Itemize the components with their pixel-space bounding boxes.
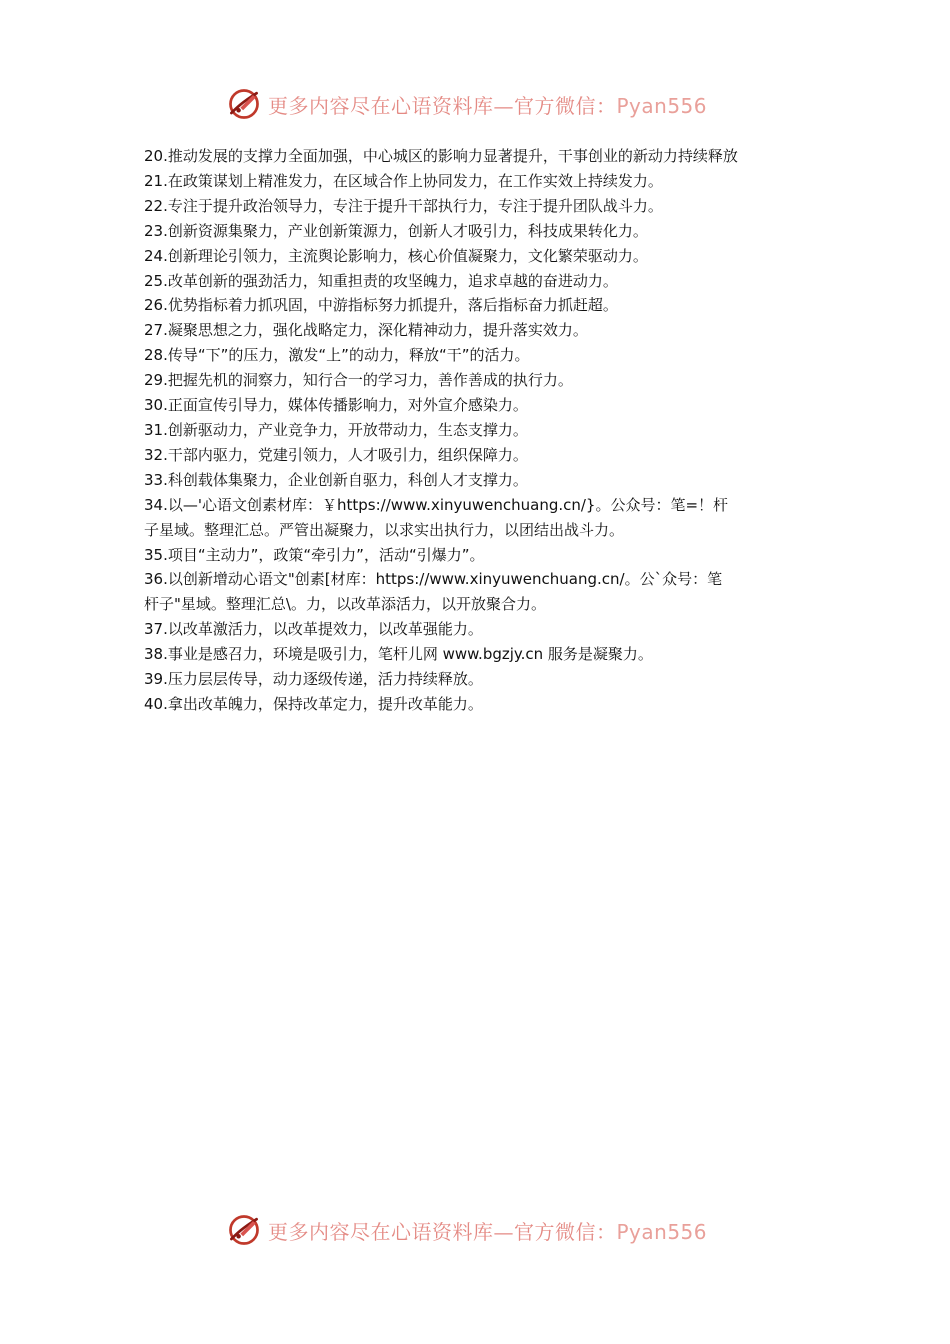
footer-banner (226, 1210, 707, 1250)
document-body (144, 144, 814, 717)
text-line: 21.在政策谋划上精准发力，在区域合作上协同发力，在工作实效上持续发力。 (144, 171, 663, 190)
text-line: 32.干部内驱力，党建引领力，人才吸引力，组织保障力。 (144, 445, 528, 464)
header-banner (226, 84, 707, 124)
text-line: 33.科创载体集聚力，企业创新自驱力，科创人才支撑力。 (144, 470, 528, 489)
text-line: 35.项目“主动力”，政策“牵引力”，活动“引爆力”。 (144, 545, 485, 564)
text-line: 39.压力层层传导，动力逐级传递，活力持续释放。 (144, 670, 483, 689)
text-line: 26.优势指标着力抓巩固，中游指标努力抓提升，落后指标奋力抓赶超。 (144, 296, 618, 315)
text-line: 37.以改革激活力，以改革提效力，以改革强能力。 (144, 620, 483, 639)
text-line: 24.创新理论引领力，主流舆论影响力，核心价值凝聚力，文化繁荣驱动力。 (144, 246, 648, 265)
text-line: 20.推动发展的支撑力全面加强，中心城区的影响力显著提升，干事创业的新动力持续释放 (144, 147, 738, 165)
header-banner-text (268, 90, 707, 119)
text-line: 38.事业是感召力，环境是吸引力，笔杆儿网 www.bgzjy.cn 服务是凝聚力。 (144, 645, 653, 664)
text-line: 23.创新资源集聚力，产业创新策源力，创新人才吸引力，科技成果转化力。 (144, 221, 648, 240)
pen-ink-logo-icon (226, 1212, 262, 1248)
text-line: 27.凝聚思想之力，强化战略定力，深化精神动力，提升落实效力。 (144, 321, 588, 340)
footer-wechat-id: Pyan556 (616, 1219, 708, 1244)
footer-text: 更多内容尽在心语资料库—官方微信： (268, 1219, 617, 1244)
header-wechat-id: Pyan556 (616, 93, 708, 118)
text-line: 杆子"星域。整理汇总\。力，以改革添活力，以开放聚合力。 (144, 595, 546, 614)
text-line: 36.以创新增动心语文"创素[材库：https://www.xinyuwenchuang.cn/。公`众号：笔 (144, 570, 723, 589)
header-text: 更多内容尽在心语资料库—官方微信： (268, 93, 617, 118)
text-line: 30.正面宣传引导力，媒体传播影响力，对外宣介感染力。 (144, 396, 528, 415)
text-line: 34.以—'心语文创素材库：￥https://www.xinyuwenchuang.cn/}。公众号：笔=！杆 (144, 495, 729, 514)
text-line: 31.创新驱动力，产业竞争力，开放带动力，生态支撑力。 (144, 420, 528, 439)
text-line: 40.拿出改革魄力，保持改革定力，提升改革能力。 (144, 694, 483, 713)
text-line: 25.改革创新的强劲活力，知重担责的攻坚魄力，追求卓越的奋进动力。 (144, 271, 618, 290)
text-line: 28.传导“下”的压力，激发“上”的动力，释放“干”的活力。 (144, 346, 530, 365)
text-line: 29.把握先机的洞察力，知行合一的学习力，善作善成的执行力。 (144, 371, 573, 390)
text-line: 子星域。整理汇总。严管出凝聚力，以求实出执行力，以团结出战斗力。 (144, 520, 625, 539)
pen-ink-logo-icon (226, 86, 262, 122)
footer-banner-text (268, 1216, 707, 1245)
text-line: 22.专注于提升政治领导力，专注于提升干部执行力，专注于提升团队战斗力。 (144, 196, 663, 215)
